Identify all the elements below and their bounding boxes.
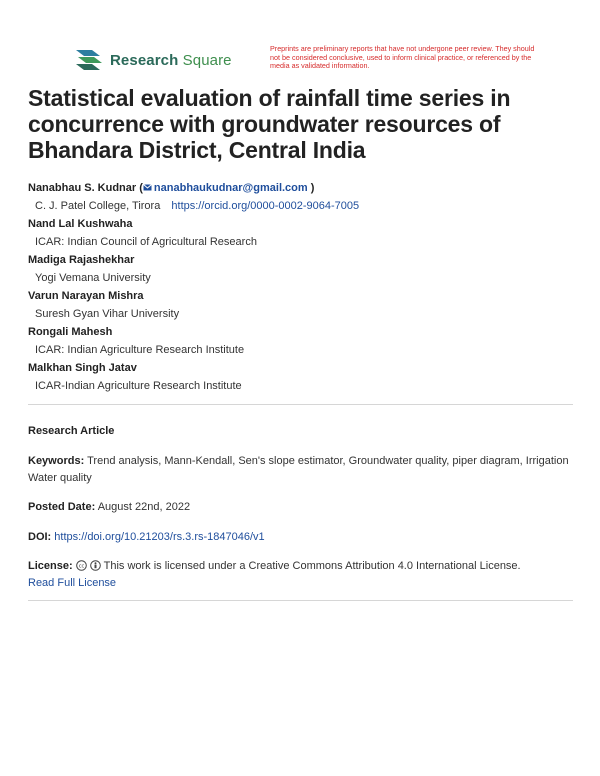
author-name: Nand Lal Kushwaha xyxy=(28,218,133,230)
author-affiliation: Yogi Vemana University xyxy=(35,272,151,284)
author-affiliation: ICAR-Indian Agriculture Research Institute xyxy=(35,380,242,392)
author-affiliation: ICAR: Indian Council of Agricultural Research xyxy=(35,236,257,248)
posted-date-label: Posted Date: xyxy=(28,501,96,513)
license xyxy=(28,558,573,592)
posted-date xyxy=(28,499,573,516)
posted-date-value: August 22nd, 2022 xyxy=(97,501,191,513)
keywords xyxy=(28,453,573,487)
creative-commons-icon xyxy=(76,560,87,571)
orcid-link[interactable]: https://orcid.org/0000-0002-9064-7005 xyxy=(171,200,360,212)
license-label: License: xyxy=(28,560,73,572)
divider xyxy=(28,600,573,601)
keywords-label: Keywords: xyxy=(28,455,85,467)
author-email-link[interactable]: nanabhaukudnar@gmail.com xyxy=(153,182,308,194)
author-name: Malkhan Singh Jatav xyxy=(28,362,137,374)
author-affiliation: C. J. Patel College, Tirora https://orcid.org/0000-0002-9064-7005 xyxy=(35,200,360,212)
doi-label: DOI: xyxy=(28,531,52,543)
research-square-logo-icon xyxy=(74,48,104,72)
author-name: Varun Narayan Mishra xyxy=(28,290,144,302)
svg-text:cc: cc xyxy=(78,563,84,570)
logo-text: Research Square xyxy=(110,51,232,69)
research-square-logo[interactable] xyxy=(74,47,232,73)
attribution-icon xyxy=(90,560,101,571)
author-name: Nanabhau S. Kudnar ( nanabhaukudnar@gmail.com ) xyxy=(28,182,315,194)
keywords-value: Trend analysis, Mann-Kendall, Sen's slope estimator, Groundwater quality, piper diagram, Irrigation Water quality xyxy=(28,455,569,484)
paper-title: Statistical evaluation of rainfall time series in concurrence with groundwater resources of Bhandara District, Central India xyxy=(28,85,511,163)
divider xyxy=(28,404,573,405)
author-name: Madiga Rajashekhar xyxy=(28,254,135,266)
author-affiliation: ICAR: Indian Agriculture Research Institute xyxy=(35,344,245,356)
article-type: Research Article xyxy=(28,425,115,437)
author-name: Rongali Mahesh xyxy=(28,326,113,338)
preprint-notice: Preprints are preliminary reports that have not undergone peer review. They should not be considered conclusive, used to inform clinical practice, or referenced by the media as validated information. xyxy=(270,44,535,71)
read-full-license-link[interactable]: Read Full License xyxy=(28,577,117,589)
author-list xyxy=(28,179,573,395)
envelope-icon xyxy=(143,184,152,191)
author-email-group: ( nanabhaukudnar@gmail.com ) xyxy=(139,182,315,194)
doi xyxy=(28,529,573,546)
license-text: This work is licensed under a Creative Commons Attribution 4.0 International License. xyxy=(103,560,521,572)
doi-link[interactable]: https://doi.org/10.21203/rs.3.rs-1847046/v1 xyxy=(54,531,265,543)
author-affiliation: Suresh Gyan Vihar University xyxy=(35,308,180,320)
